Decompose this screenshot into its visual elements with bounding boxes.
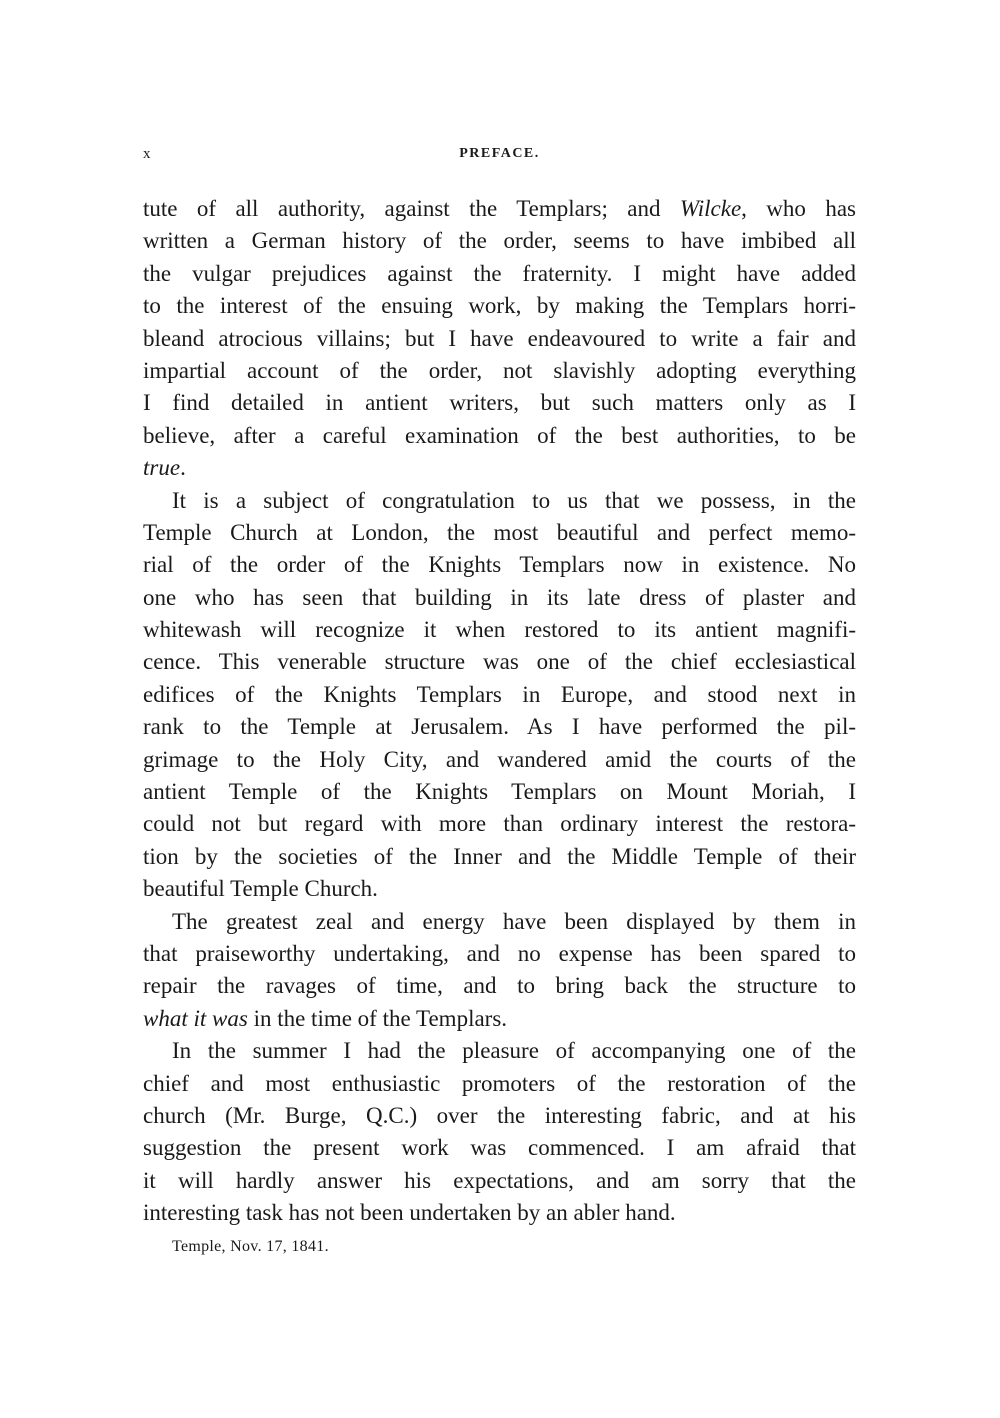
text-line: the vulgar prejudices against the fraternity. I might have added [143,260,856,286]
paragraph-1 [143,193,856,485]
text-line: In the summer I had the pleasure of accompanying one of the [172,1038,856,1064]
text-line: believe, after a careful examination of the best authorities, to be [143,422,856,448]
text-line: interesting task has not been undertaken by an abler hand. [143,1200,676,1226]
text-line: suggestion the present work was commenced. I am afraid that [143,1135,856,1161]
italic-name: Wilcke [679,196,742,221]
text-line: impartial account of the order, not slavishly adopting everything [143,357,856,383]
text-line: true. [143,455,186,481]
running-head-title: PREFACE. [459,146,540,161]
text-line: Temple Church at London, the most beautiful and perfect memo- [143,519,856,545]
text-line: grimage to the Holy City, and wandered amid the courts of the [143,746,856,772]
italic-word: true [143,455,181,481]
text-line: rial of the order of the Knights Templars now in existence. No [143,552,856,578]
text-line: edifices of the Knights Templars in Europe, and stood next in [143,681,856,707]
paragraph-2 [143,485,856,906]
body-text [143,193,856,1230]
text-line: repair the ravages of time, and to bring back the structure to [143,973,856,999]
text-line: that praiseworthy undertaking, and no expense has been spared to [143,940,856,966]
italic-phrase: what it was [143,1005,248,1031]
page-number: x [143,146,151,162]
paragraph-4 [143,1035,856,1229]
text-line: beautiful Temple Church. [143,876,378,902]
text-line: cence. This venerable structure was one of the chief ecclesiastical [143,649,856,675]
text-line: church (Mr. Burge, Q.C.) over the interesting fabric, and at his [143,1102,856,1128]
text-line: It is a subject of congratulation to us that we possess, in the [172,487,856,513]
text-line: antient Temple of the Knights Templars on Mount Moriah, I [143,779,856,805]
text-line: chief and most enthusiastic promoters of the restoration of the [143,1070,856,1096]
text-line: what it was in the time of the Templars. [143,1005,508,1031]
text-line: whitewash will recognize it when restored to its antient magnifi- [143,617,856,643]
text-line: to the interest of the ensuing work, by making the Templars horri- [143,293,856,319]
paragraph-3 [143,906,856,1036]
text-line: written a German history of the order, seems to have imbibed all [143,228,856,254]
text-line: could not but regard with more than ordinary interest the restora- [143,811,856,837]
running-head [143,146,856,166]
text-line: tion by the societies of the Inner and the Middle Temple of their [143,843,856,869]
text-line: it will hardly answer his expectations, and am sorry that the [143,1167,856,1193]
signoff-place-date: Temple, Nov. 17, 1841. [172,1238,329,1255]
text-line: one who has seen that building in its late dress of plaster and [143,584,856,610]
text-line: The greatest zeal and energy have been displayed by them in [172,908,856,934]
text-line: rank to the Temple at Jerusalem. As I have performed the pil- [143,714,856,740]
text-line: bleand atrocious villains; but I have endeavoured to write a fair and [143,325,856,351]
text-line: I find detailed in antient writers, but such matters only as I [143,390,856,416]
text-line: tute of all authority, against the Templars; and Wilcke, who has [143,196,856,221]
